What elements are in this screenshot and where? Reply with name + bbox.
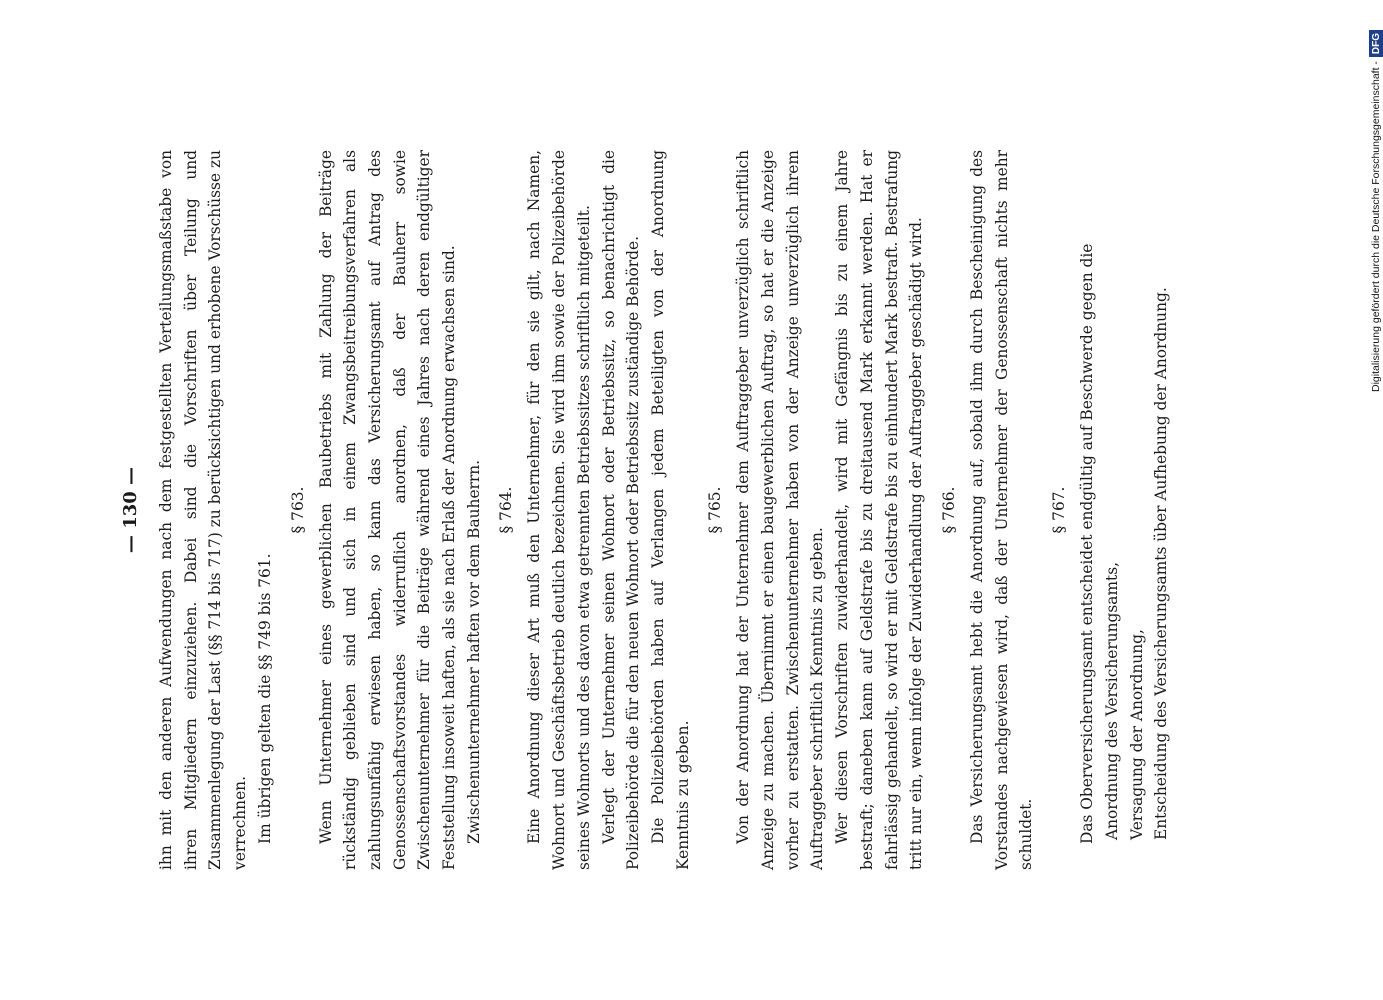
- section-heading-764: § 764.: [497, 486, 516, 534]
- intro-paragraph: ihn mit den anderen Aufwendungen nach dem festgestellten Verteilungsmaßstabe von ihren Mitgliedern einzuziehen. Dabei sind die Vorschriften über Teilung und Zusammenlegung der Last (§§ 714 bis 717) zu berücksichtigen und erhobene Vorschüsse zu verrechnen.: [157, 150, 250, 870]
- section-763-paragraph-1: Wenn Unternehmer eines gewerblichen Baubetriebs mit Zahlung der Beiträge rückständig geblieben sind und sich in einem Zwangsbeitreibungsverfahren als zahlungsunfähig erwiesen haben, so kann das Versicherungsamt auf Antrag des Genossenschaftsvorstandes widerruflich anordnen, daß der Bauherr sowie Zwischenunternehmer für die Beiträge während eines Jahres nach deren endgültiger Feststellung insoweit haften, als sie nach Erlaß der Anordnung erwachsen sind.: [316, 150, 459, 870]
- list-item: Anordnung des Versicherungsamts,: [1102, 561, 1121, 840]
- section-heading-765: § 765.: [706, 486, 725, 534]
- section-heading-766: § 766.: [939, 486, 958, 534]
- section-764-paragraph-1: Eine Anordnung dieser Art muß den Unternehmer, für den sie gilt, nach Namen, Wohnort und Geschäftsbetrieb deutlich bezeichnen. Sie wird ihm sowie der Polizeibehörde seines Wohnorts und des davon etwa getrennten Betriebssitzes schriftlich mitgeteilt.: [525, 150, 593, 870]
- list-item: Versagung der Anordnung,: [1127, 629, 1146, 840]
- section-767-paragraph-1: Das Oberversicherungsamt entscheidet endgültig auf Beschwerde gegen die: [1078, 243, 1097, 844]
- page-number: — 130 —: [120, 466, 141, 554]
- dfg-logo: DFG: [1369, 30, 1383, 57]
- intro-reference: Im übrigen gelten die §§ 749 bis 761.: [255, 553, 274, 844]
- section-765-paragraph-2: Wer diesen Vorschriften zuwiderhandelt, wird mit Gefängnis bis zu einem Jahre bestraft; daneben kann auf Geldstrafe bis zu dreitausend Mark erkannt werden. Hat er fahrlässig gehandelt, so wird er mit Geldstrafe bis zu einhundert Mark bestraft. Bestrafung tritt nur ein, wenn infolge der Zuwiderhandlung der Auftraggeber geschädigt wird.: [833, 150, 926, 870]
- section-764-paragraph-2: Verlegt der Unternehmer seinen Wohnort oder Betriebssitz, so benachrichtigt die Polizeibehörde die für den neuen Wohnort oder Betriebssitz zuständige Behörde.: [599, 150, 643, 870]
- list-item: Entscheidung des Versicherungsamts über Aufhebung der Anordnung.: [1152, 287, 1171, 840]
- section-764-paragraph-3: Die Polizeibehörden haben auf Verlangen jedem Beteiligten von der Anordnung Kenntnis zu geben.: [648, 150, 692, 870]
- section-766-paragraph-1: Das Versicherungsamt hebt die Anordnung auf, sobald ihm durch Bescheinigung des Vorstandes nachgewiesen wird, daß der Unternehmer der Genossenschaft nichts mehr schuldet.: [967, 150, 1036, 870]
- funding-note-text: Digitalisierung gefördert durch die Deutsche Forschungsgemeinschaft -: [1370, 61, 1382, 392]
- section-765-paragraph-1: Von der Anordnung hat der Unternehmer dem Auftraggeber unverzüglich schriftlich Anzeige zu machen. Übernimmt er einen baugewerblichen Auftrag, so hat er die Anzeige vorher zu erstatten. Zwischenunternehmer haben von der Anzeige unverzüglich ihrem Auftraggeber schriftlich Kenntnis zu geben.: [734, 150, 827, 870]
- section-767-list: [1100, 150, 1174, 840]
- section-763-paragraph-2: Zwischenunternehmer haften vor dem Bauherrn.: [464, 459, 483, 844]
- funding-note: [1366, 2, 1383, 392]
- section-heading-767: § 767.: [1050, 486, 1069, 534]
- rotated-page-content: [120, 150, 1280, 870]
- section-heading-763: § 763.: [288, 486, 307, 534]
